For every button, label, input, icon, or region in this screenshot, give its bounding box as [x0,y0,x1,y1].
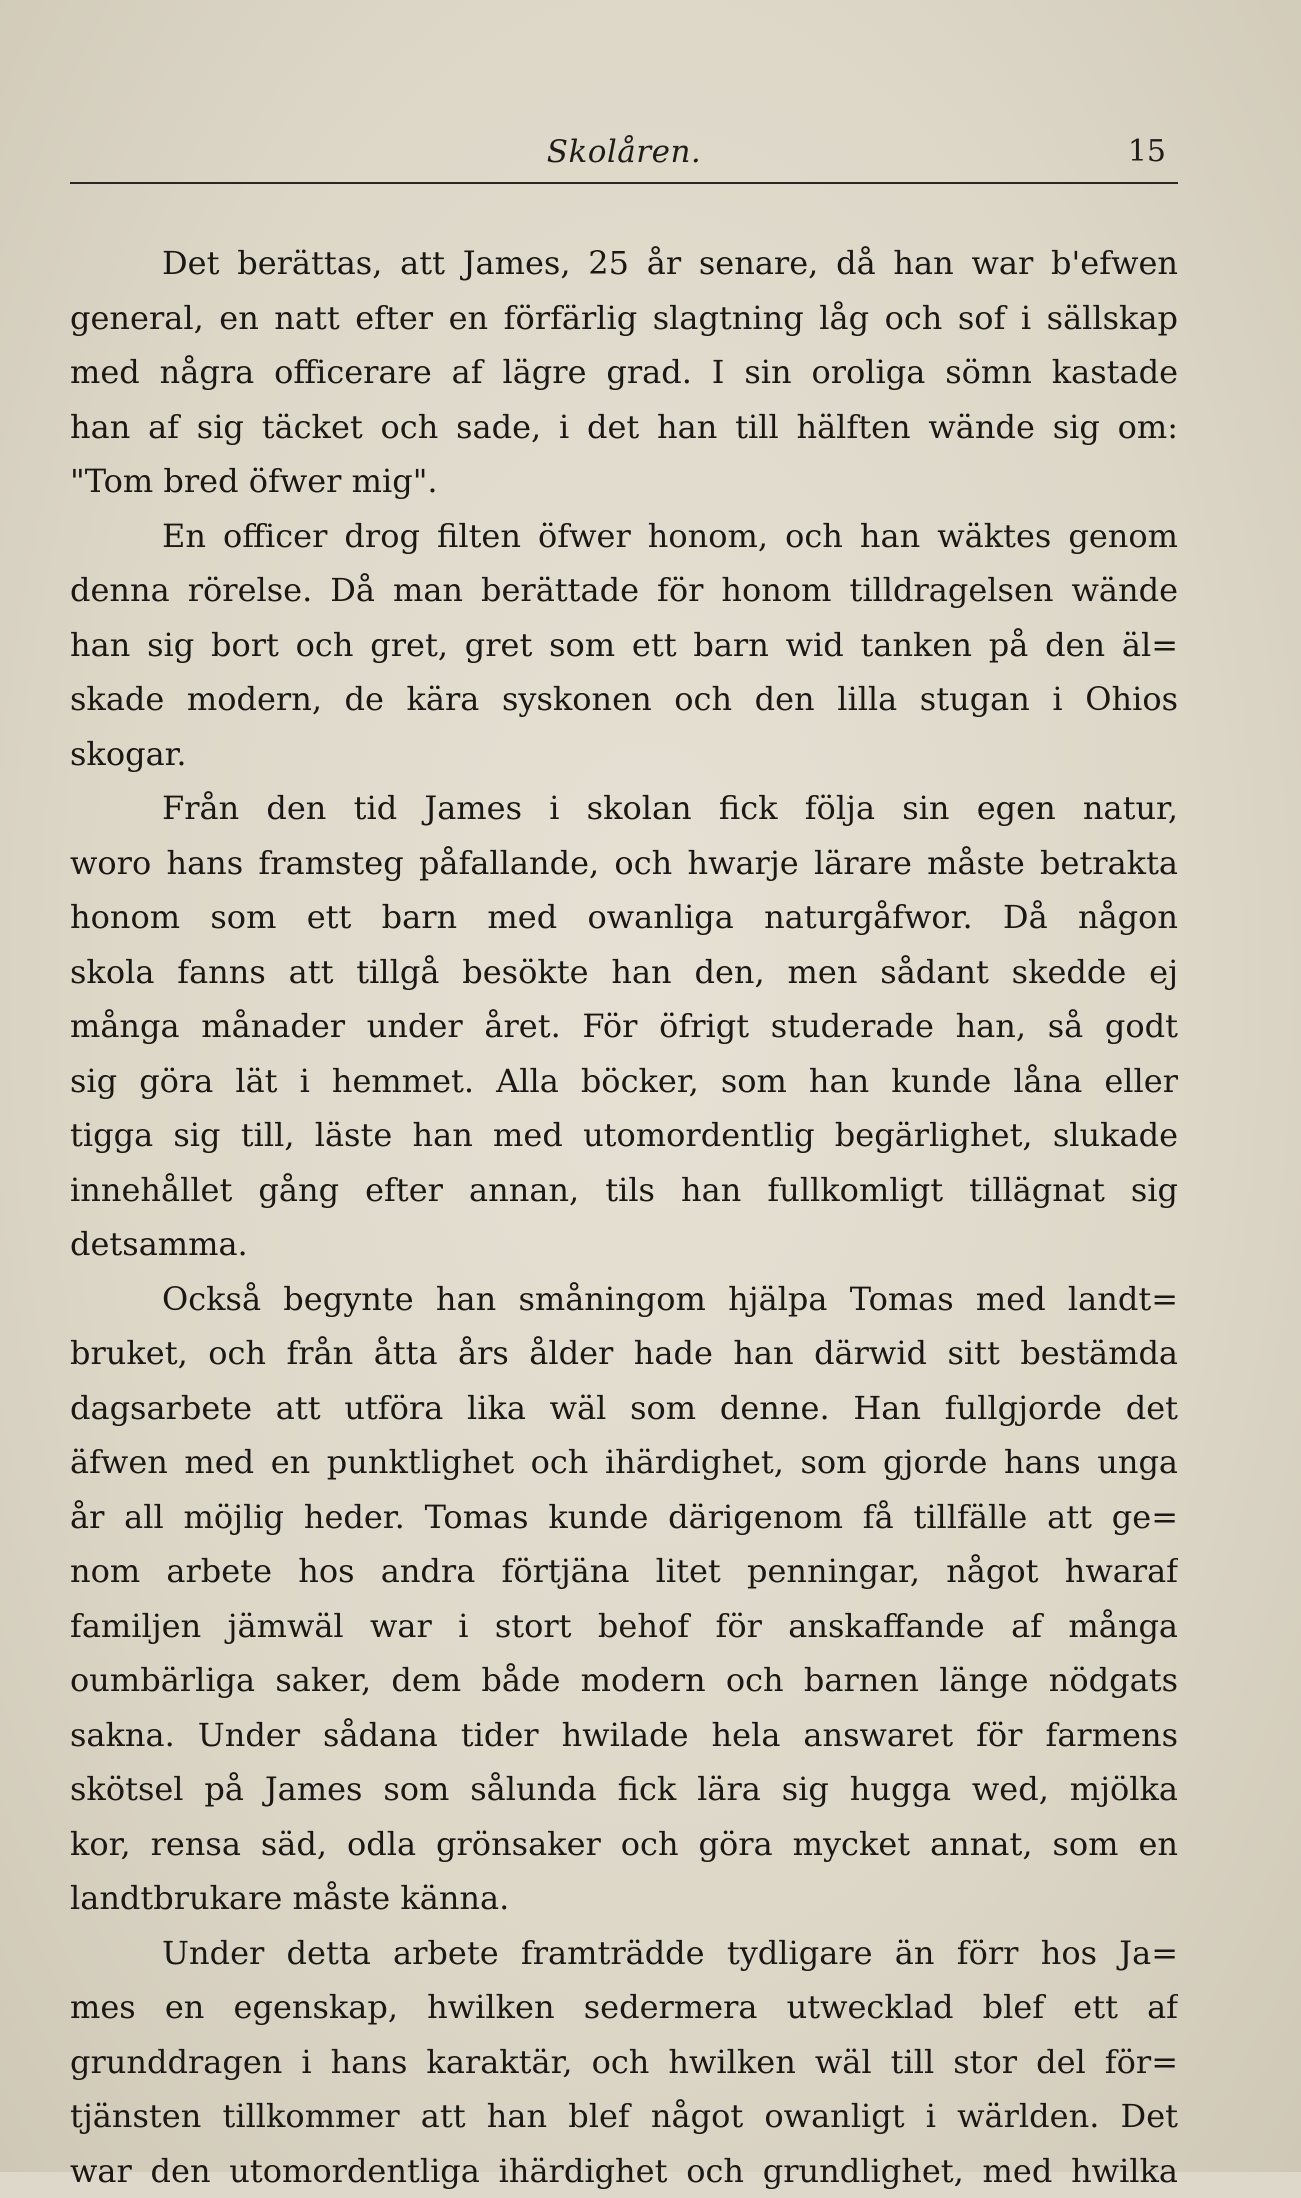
text-line: war den utomordentliga ihärdighet och grundlighet, med hwilka [70,2144,1178,2198]
text-line: En officer drog filten öfwer honom, och han wäktes genom [70,509,1178,564]
text-line: woro hans framsteg påfallande, och hwarje lärare måste betrakta [70,836,1178,891]
text-line: honom som ett barn med owanliga naturgåfwor. Då någon [70,890,1178,945]
text-line: oumbärliga saker, dem både modern och barnen länge nödgats [70,1653,1178,1708]
text-line: landtbrukare måste känna. [70,1871,1178,1926]
text-line: tigga sig till, läste han med utomordentlig begärlighet, slukade [70,1108,1178,1163]
text-line: år all möjlig heder. Tomas kunde därigenom få tillfälle att ge= [70,1490,1178,1545]
text-line: Också begynte han småningom hjälpa Tomas med landt= [70,1272,1178,1327]
text-line: många månader under året. För öfrigt studerade han, så godt [70,999,1178,1054]
text-line: skade modern, de kära syskonen och den lilla stugan i Ohios [70,672,1178,727]
text-line: dagsarbete att utföra lika wäl som denne. Han fullgjorde det [70,1381,1178,1436]
text-line: familjen jämwäl war i stort behof för anskaffande af många [70,1599,1178,1654]
text-line: Under detta arbete framträdde tydligare än förr hos Ja= [70,1926,1178,1981]
text-line: han sig bort och gret, gret som ett barn wid tanken på den äl= [70,618,1178,673]
text-line: general, en natt efter en förfärlig slagtning låg och sof i sällskap [70,291,1178,346]
text-line: kor, rensa säd, odla grönsaker och göra mycket annat, som en [70,1817,1178,1872]
text-line: denna rörelse. Då man berättade för honom tilldragelsen wände [70,563,1178,618]
text-line: sakna. Under sådana tider hwilade hela answaret för farmens [70,1708,1178,1763]
text-line: bruket, och från åtta års ålder hade han därwid sitt bestämda [70,1326,1178,1381]
text-line: nom arbete hos andra förtjäna litet penningar, något hwaraf [70,1544,1178,1599]
text-line: grunddragen i hans karaktär, och hwilken wäl till stor del för= [70,2035,1178,2090]
page-header [70,132,1178,184]
text-line: med några officerare af lägre grad. I sin oroliga sömn kastade [70,345,1178,400]
text-line: skogar. [70,727,1178,782]
text-line: Från den tid James i skolan fick följa sin egen natur, [70,781,1178,836]
text-line: sig göra lät i hemmet. Alla böcker, som han kunde låna eller [70,1054,1178,1109]
text-line: han af sig täcket och sade, i det han till hälften wände sig om: [70,400,1178,455]
text-line: tjänsten tillkommer att han blef något owanligt i wärlden. Det [70,2089,1178,2144]
text-line: äfwen med en punktlighet och ihärdighet, som gjorde hans unga [70,1435,1178,1490]
text-line: detsamma. [70,1217,1178,1272]
running-title: Skolåren. [70,134,1178,170]
text-line: skötsel på James som sålunda fick lära sig hugga wed, mjölka [70,1762,1178,1817]
text-line: skola fanns att tillgå besökte han den, men sådant skedde ej [70,945,1178,1000]
body-text [70,236,1178,2198]
header-rule [70,182,1178,184]
page-number: 15 [1128,134,1166,169]
text-line: innehållet gång efter annan, tils han fullkomligt tillägnat sig [70,1163,1178,1218]
text-line: mes en egenskap, hwilken sedermera utwecklad blef ett af [70,1980,1178,2035]
text-line: "Tom bred öfwer mig". [70,454,1178,509]
text-line: Det berättas, att James, 25 år senare, då han war b'efwen [70,236,1178,291]
